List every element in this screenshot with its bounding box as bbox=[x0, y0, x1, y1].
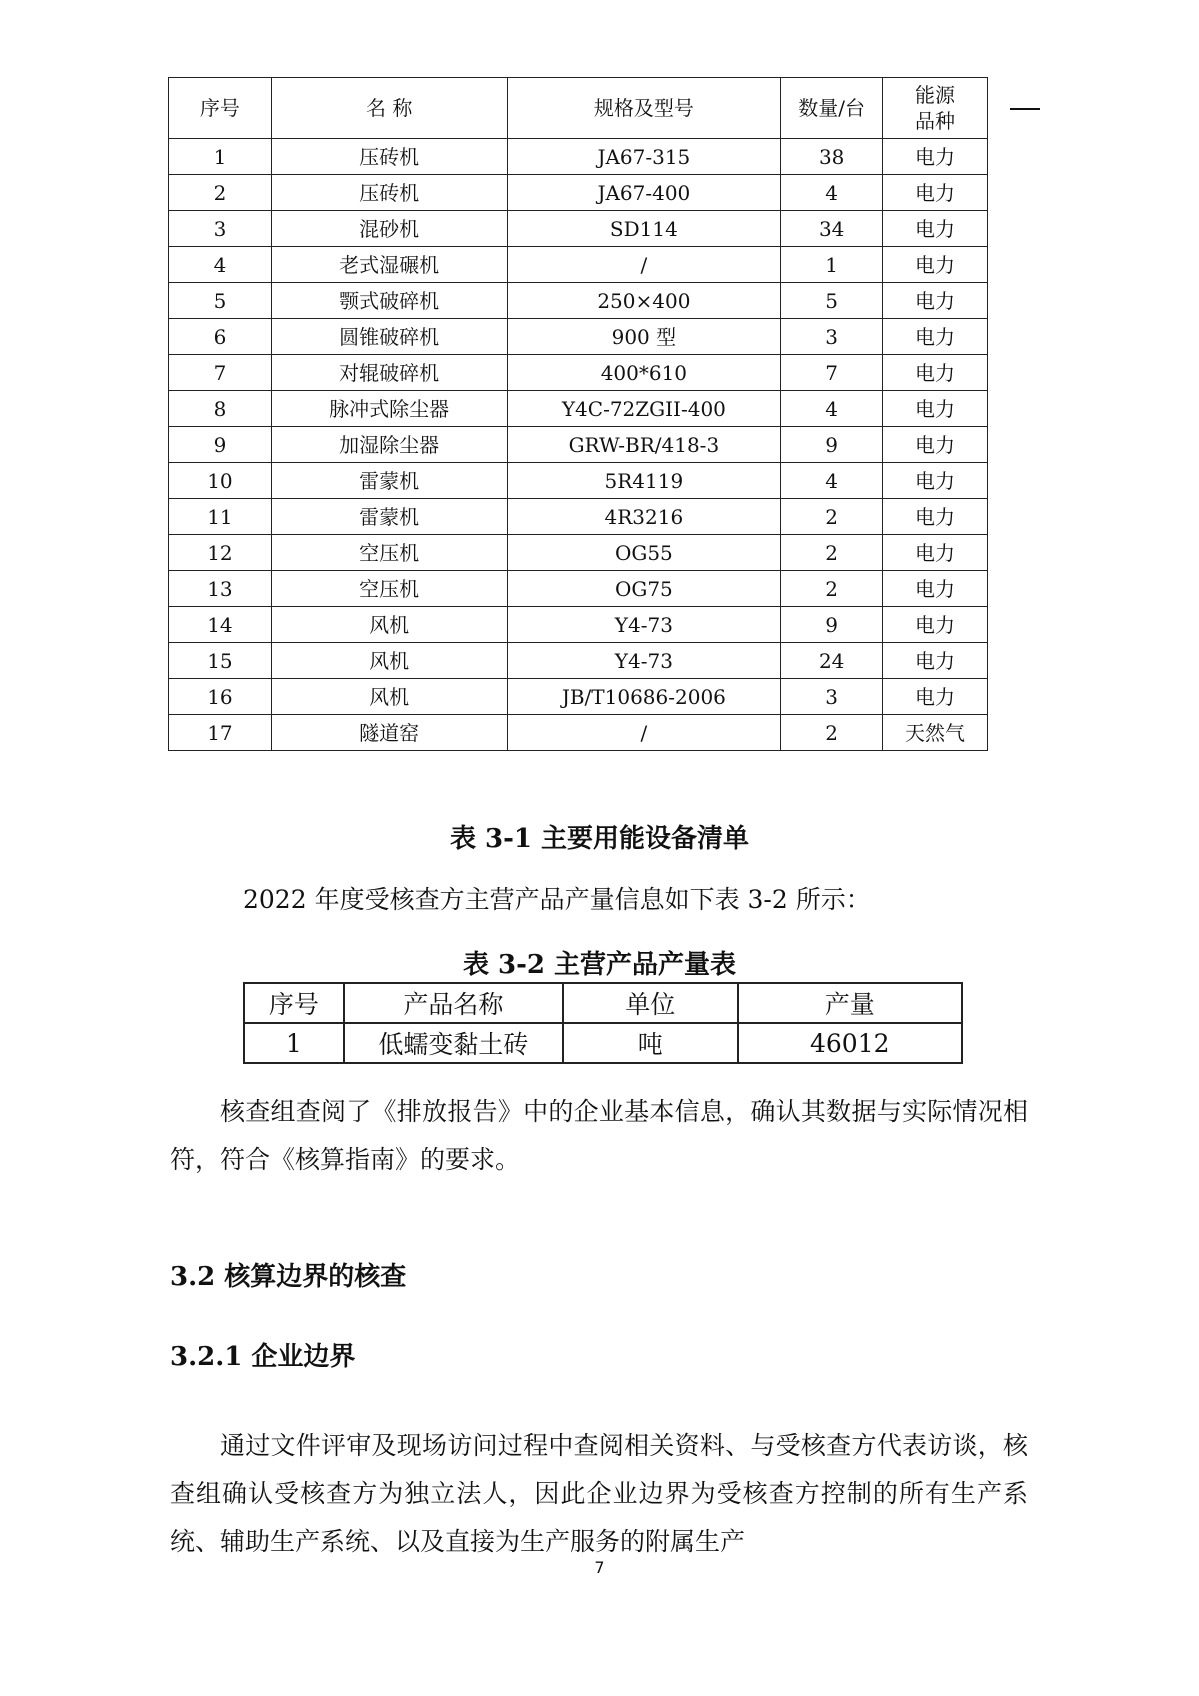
cell-name: 雷蒙机 bbox=[271, 463, 507, 499]
cell-index: 8 bbox=[169, 391, 272, 427]
cell-spec: GRW-BR/418-3 bbox=[507, 427, 781, 463]
cell-energy: 天然气 bbox=[883, 715, 988, 751]
cell-quantity: 5 bbox=[781, 283, 883, 319]
cell-spec: 5R4119 bbox=[507, 463, 781, 499]
cell-quantity: 7 bbox=[781, 355, 883, 391]
header-spec: 规格及型号 bbox=[507, 78, 781, 139]
table-row bbox=[169, 319, 988, 355]
table-row bbox=[169, 211, 988, 247]
cell-index: 1 bbox=[169, 139, 272, 175]
cell-quantity: 1 bbox=[781, 247, 883, 283]
cell-quantity: 9 bbox=[781, 607, 883, 643]
cell-spec: 400*610 bbox=[507, 355, 781, 391]
cell-quantity: 2 bbox=[781, 715, 883, 751]
cell-energy: 电力 bbox=[883, 391, 988, 427]
cell-energy: 电力 bbox=[883, 679, 988, 715]
cell-name: 混砂机 bbox=[271, 211, 507, 247]
cell-energy: 电力 bbox=[883, 463, 988, 499]
cell-quantity: 4 bbox=[781, 391, 883, 427]
cell-energy: 电力 bbox=[883, 643, 988, 679]
cell-spec: 250×400 bbox=[507, 283, 781, 319]
cell-quantity: 2 bbox=[781, 535, 883, 571]
cell-index: 10 bbox=[169, 463, 272, 499]
cell-spec: Y4C-72ZGII-400 bbox=[507, 391, 781, 427]
header-product-name: 产品名称 bbox=[344, 983, 563, 1023]
table-row bbox=[169, 607, 988, 643]
cell-index: 6 bbox=[169, 319, 272, 355]
cell-energy: 电力 bbox=[883, 499, 988, 535]
cell-index: 13 bbox=[169, 571, 272, 607]
header-unit: 单位 bbox=[563, 983, 737, 1023]
cell-energy: 电力 bbox=[883, 247, 988, 283]
cell-spec: / bbox=[507, 247, 781, 283]
cell-spec: Y4-73 bbox=[507, 643, 781, 679]
cell-index: 3 bbox=[169, 211, 272, 247]
cell-spec: OG75 bbox=[507, 571, 781, 607]
cell-quantity: 3 bbox=[781, 319, 883, 355]
table-row bbox=[169, 427, 988, 463]
table-row bbox=[169, 175, 988, 211]
cell-quantity: 4 bbox=[781, 175, 883, 211]
cell-index: 17 bbox=[169, 715, 272, 751]
section-heading-3-2: 3.2 核算边界的核查 bbox=[170, 1262, 407, 1292]
cell-spec: / bbox=[507, 715, 781, 751]
cell-spec: JA67-315 bbox=[507, 139, 781, 175]
cell-name: 压砖机 bbox=[271, 139, 507, 175]
table-row bbox=[169, 715, 988, 751]
cell-product-name: 低蠕变黏土砖 bbox=[344, 1023, 563, 1063]
table-row bbox=[169, 247, 988, 283]
cell-energy: 电力 bbox=[883, 535, 988, 571]
cell-quantity: 2 bbox=[781, 499, 883, 535]
cell-quantity: 3 bbox=[781, 679, 883, 715]
cell-index: 1 bbox=[244, 1023, 344, 1063]
table-row bbox=[244, 1023, 962, 1063]
cell-spec: OG55 bbox=[507, 535, 781, 571]
cell-index: 14 bbox=[169, 607, 272, 643]
table-row bbox=[169, 391, 988, 427]
cell-index: 9 bbox=[169, 427, 272, 463]
cell-index: 16 bbox=[169, 679, 272, 715]
table-row bbox=[169, 643, 988, 679]
cell-name: 风机 bbox=[271, 643, 507, 679]
cell-output: 46012 bbox=[738, 1023, 963, 1063]
cell-energy: 电力 bbox=[883, 211, 988, 247]
cell-energy: 电力 bbox=[883, 571, 988, 607]
equipment-table-header bbox=[169, 78, 988, 139]
cell-energy: 电力 bbox=[883, 319, 988, 355]
cell-energy: 电力 bbox=[883, 139, 988, 175]
table-row bbox=[169, 499, 988, 535]
product-table-header bbox=[244, 983, 962, 1023]
cell-energy: 电力 bbox=[883, 355, 988, 391]
check-paragraph: 核查组查阅了《排放报告》中的企业基本信息，确认其数据与实际情况相符，符合《核算指南》的要求。 bbox=[170, 1097, 1028, 1174]
cell-name: 老式湿碾机 bbox=[271, 247, 507, 283]
cell-name: 加湿除尘器 bbox=[271, 427, 507, 463]
cell-name: 风机 bbox=[271, 607, 507, 643]
cell-index: 5 bbox=[169, 283, 272, 319]
boundary-paragraph: 通过文件评审及现场访问过程中查阅相关资料、与受核查方代表访谈，核查组确认受核查方为独立法人，因此企业边界为受核查方控制的所有生产系统、辅助生产系统、以及直接为生产服务的附属生产 bbox=[170, 1431, 1028, 1556]
header-energy: 能源 品种 bbox=[883, 78, 988, 139]
cell-quantity: 4 bbox=[781, 463, 883, 499]
cell-spec: Y4-73 bbox=[507, 607, 781, 643]
cell-name: 圆锥破碎机 bbox=[271, 319, 507, 355]
cell-quantity: 34 bbox=[781, 211, 883, 247]
cell-index: 7 bbox=[169, 355, 272, 391]
cell-index: 4 bbox=[169, 247, 272, 283]
table-row bbox=[169, 679, 988, 715]
product-table bbox=[243, 982, 963, 1064]
cell-name: 隧道窑 bbox=[271, 715, 507, 751]
cell-name: 风机 bbox=[271, 679, 507, 715]
cell-spec: JA67-400 bbox=[507, 175, 781, 211]
cell-energy: 电力 bbox=[883, 175, 988, 211]
equipment-table-body bbox=[169, 139, 988, 751]
cell-index: 12 bbox=[169, 535, 272, 571]
cell-name: 空压机 bbox=[271, 535, 507, 571]
cell-spec: 4R3216 bbox=[507, 499, 781, 535]
cell-spec: SD114 bbox=[507, 211, 781, 247]
cell-index: 2 bbox=[169, 175, 272, 211]
cell-name: 对辊破碎机 bbox=[271, 355, 507, 391]
header-name: 名 称 bbox=[271, 78, 507, 139]
header-output: 产量 bbox=[738, 983, 963, 1023]
table-row bbox=[169, 535, 988, 571]
table-row bbox=[169, 283, 988, 319]
cell-name: 脉冲式除尘器 bbox=[271, 391, 507, 427]
cell-quantity: 24 bbox=[781, 643, 883, 679]
table-row bbox=[169, 355, 988, 391]
cell-name: 空压机 bbox=[271, 571, 507, 607]
cell-unit: 吨 bbox=[563, 1023, 737, 1063]
equipment-table bbox=[168, 77, 988, 751]
table2-caption: 表 3-2 主营产品产量表 bbox=[462, 950, 737, 980]
cell-energy: 电力 bbox=[883, 283, 988, 319]
page-number: 7 bbox=[594, 1558, 605, 1577]
intro-text: 2022 年度受核查方主营产品产量信息如下表 3-2 所示： bbox=[243, 885, 871, 914]
cell-spec: 900 型 bbox=[507, 319, 781, 355]
cell-name: 雷蒙机 bbox=[271, 499, 507, 535]
cell-name: 颚式破碎机 bbox=[271, 283, 507, 319]
cell-index: 15 bbox=[169, 643, 272, 679]
table1-caption: 表 3-1 主要用能设备清单 bbox=[449, 824, 750, 854]
cell-energy: 电力 bbox=[883, 607, 988, 643]
header-index: 序号 bbox=[244, 983, 344, 1023]
cell-quantity: 9 bbox=[781, 427, 883, 463]
table-row bbox=[169, 463, 988, 499]
cell-spec: JB/T10686-2006 bbox=[507, 679, 781, 715]
cell-quantity: 2 bbox=[781, 571, 883, 607]
cell-index: 11 bbox=[169, 499, 272, 535]
margin-dash bbox=[1010, 108, 1040, 110]
table-row bbox=[169, 571, 988, 607]
header-index: 序号 bbox=[169, 78, 272, 139]
header-quantity: 数量/台 bbox=[781, 78, 883, 139]
table-row bbox=[169, 139, 988, 175]
section-heading-3-2-1: 3.2.1 企业边界 bbox=[170, 1342, 356, 1372]
cell-quantity: 38 bbox=[781, 139, 883, 175]
cell-name: 压砖机 bbox=[271, 175, 507, 211]
cell-energy: 电力 bbox=[883, 427, 988, 463]
